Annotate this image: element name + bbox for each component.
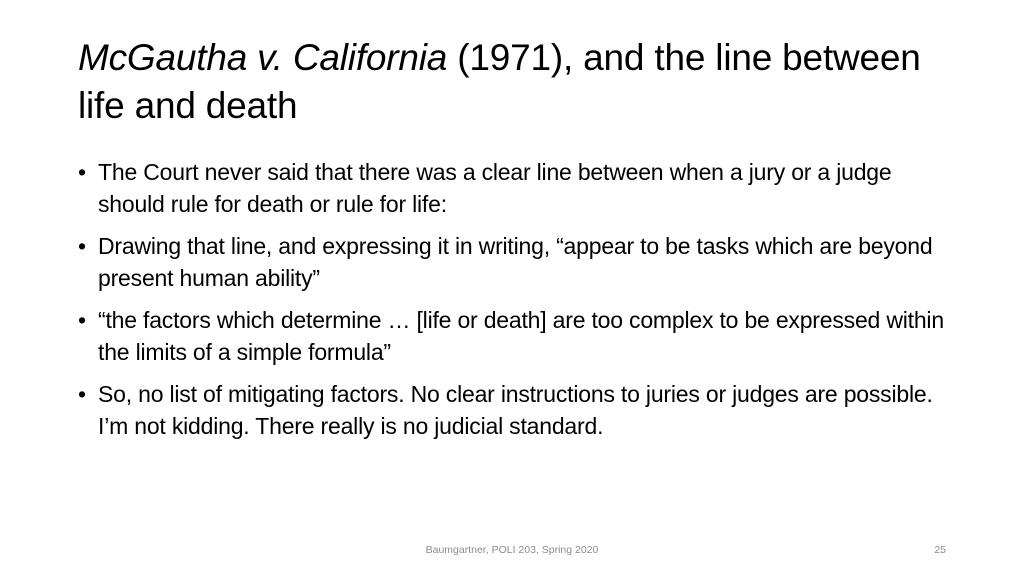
footer-text: Baumgartner, POLI 203, Spring 2020 [425,544,599,556]
bullet-text: The Court never said that there was a clear line between when a jury or a judge should rule for death or rule for life: [98,159,892,217]
bullet-item [78,156,958,220]
bullet-dot-icon: • [78,307,86,333]
bullet-dot-icon: • [78,233,86,259]
case-name: McGautha v. California [78,37,448,78]
bullet-text: Drawing that line, and expressing it in writing, “appear to be tasks which are beyond present human ability” [98,233,933,291]
slide-title [78,34,958,130]
title-rest: (1971), and the line between life and death [78,37,921,126]
bullet-item [78,304,958,368]
bullet-dot-icon: • [78,159,86,185]
page-number: 25 [934,544,946,556]
bullet-list [78,156,958,452]
bullet-text: So, no list of mitigating factors. No clear instructions to juries or judges are possible. I’m not kidding. There really is no judicial standard. [98,381,933,439]
bullet-item [78,230,958,294]
bullet-dot-icon: • [78,381,86,407]
bullet-item [78,378,958,442]
bullet-text: “the factors which determine … [life or death] are too complex to be expressed within the limits of a simple formula” [98,307,944,365]
